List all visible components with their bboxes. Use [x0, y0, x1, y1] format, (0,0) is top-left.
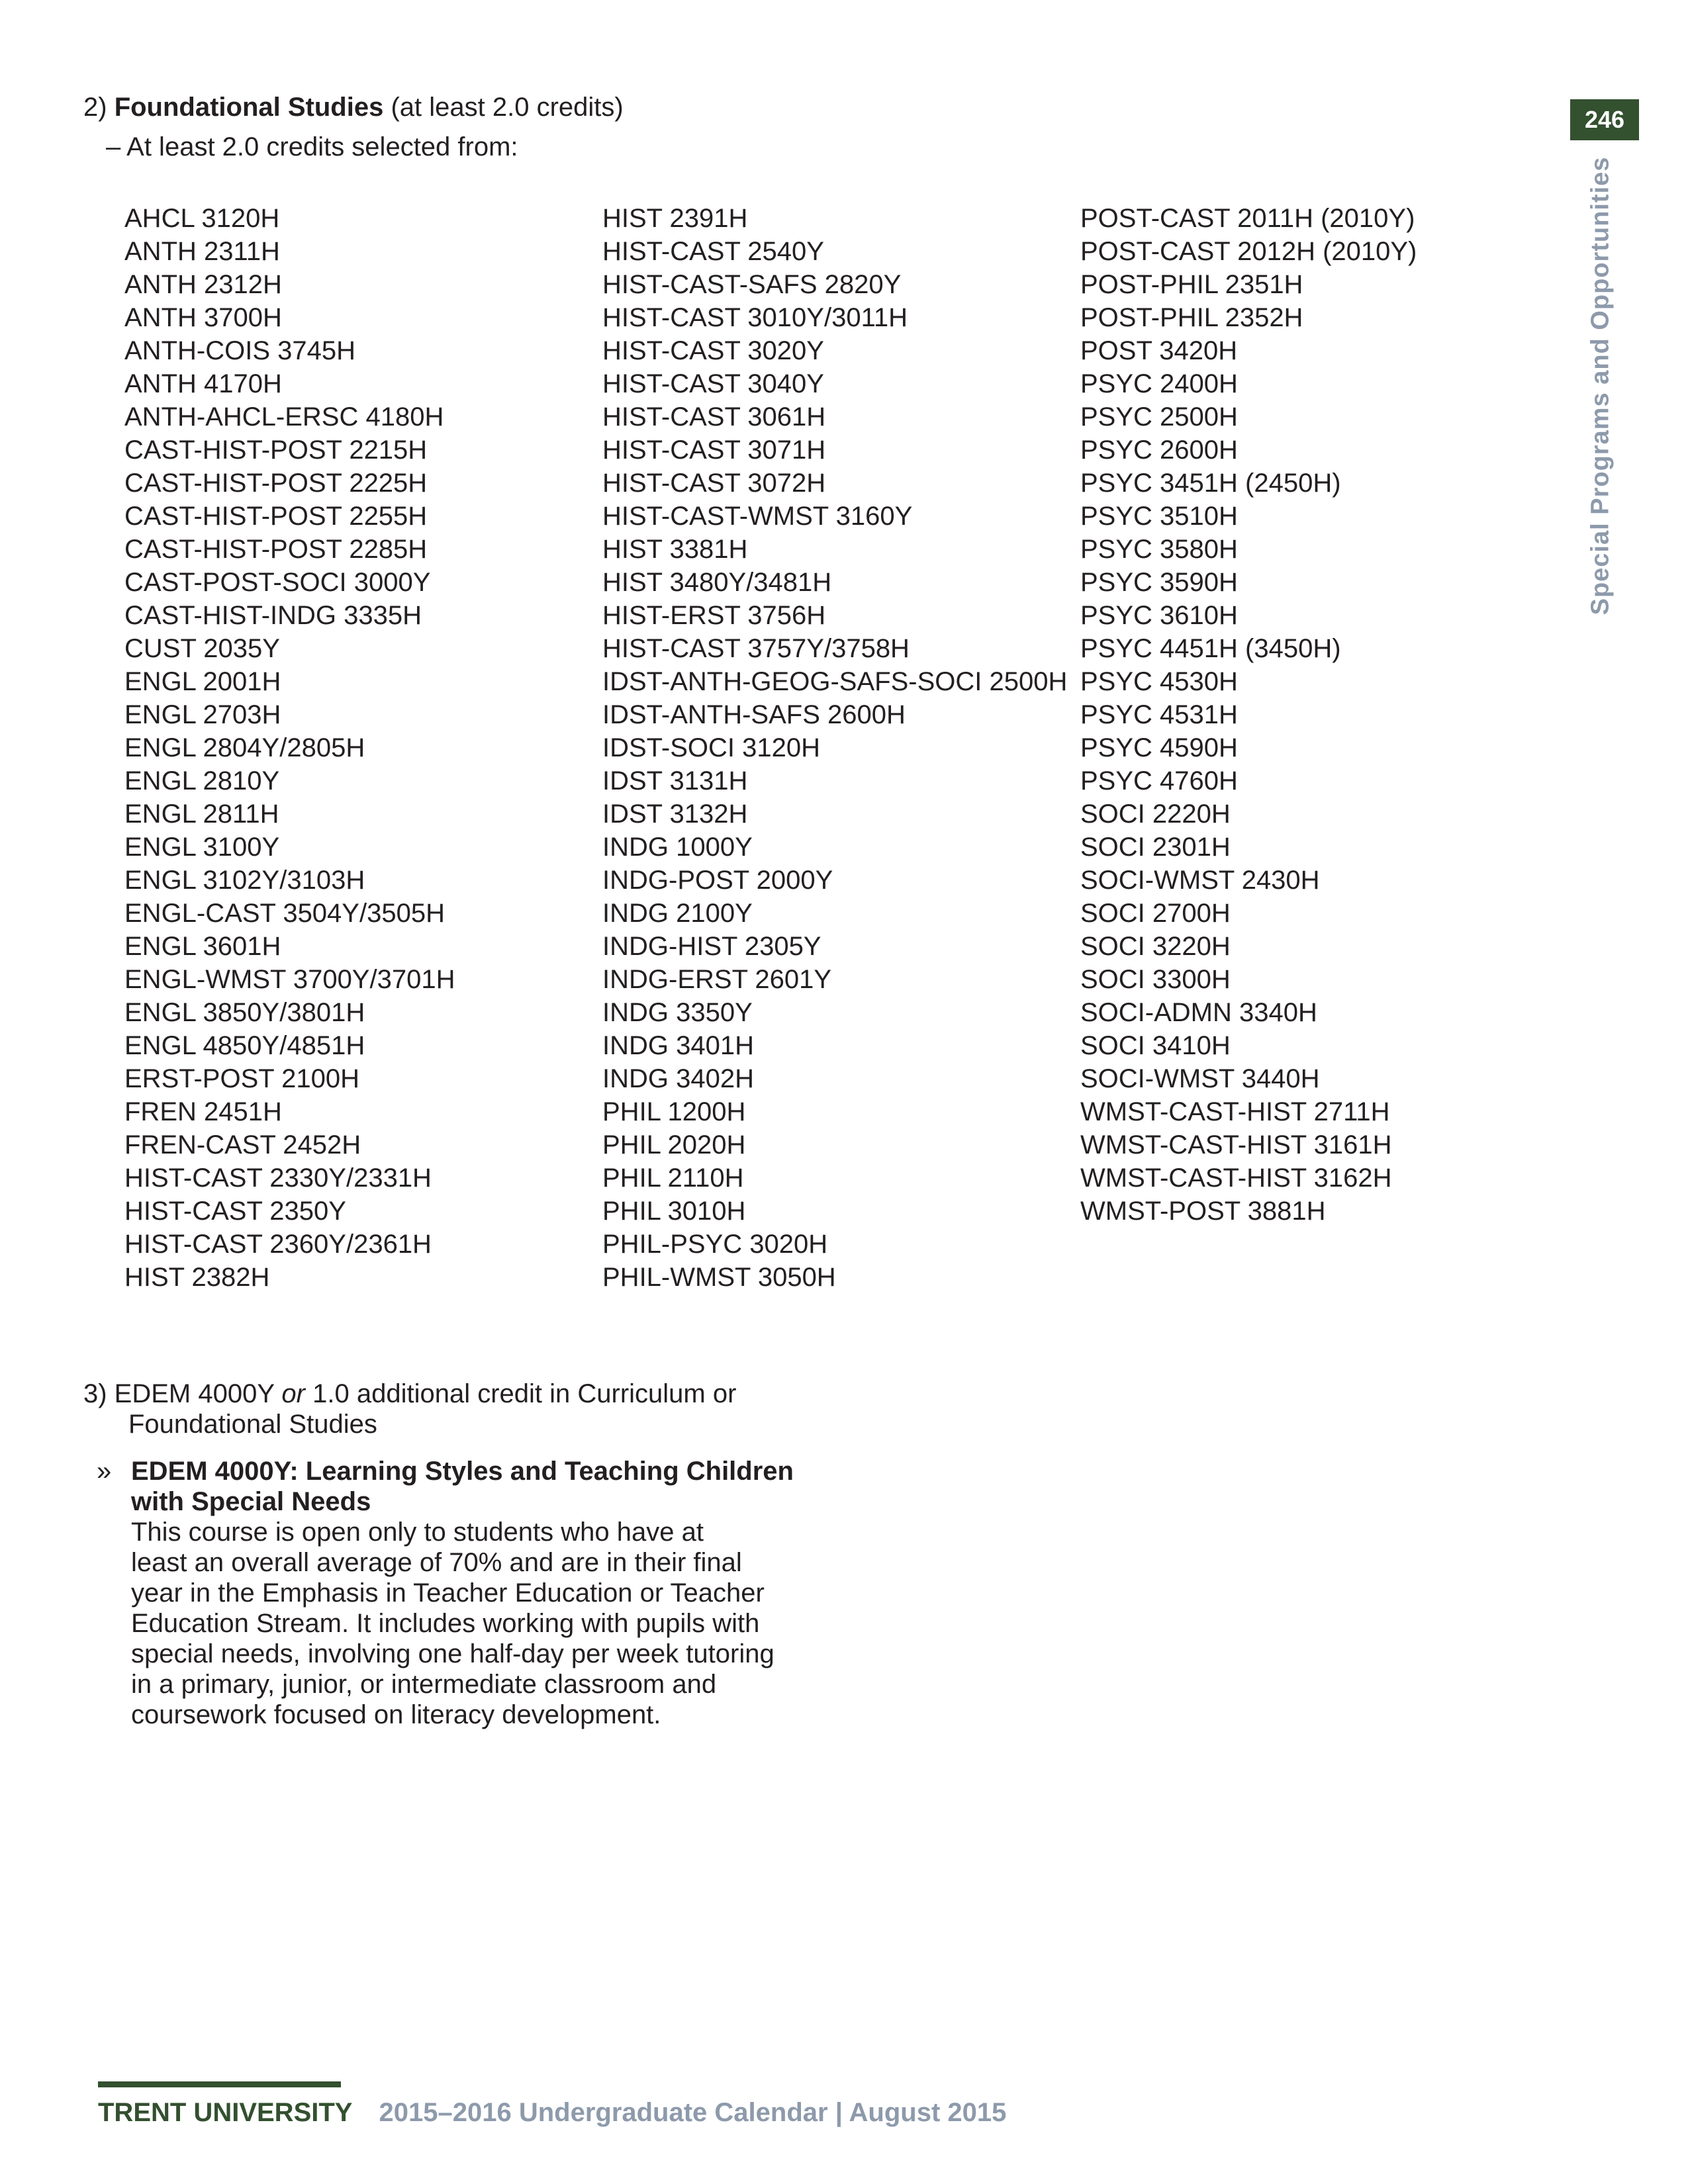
- course-code: PSYC 3590H: [1080, 568, 1238, 597]
- course-code: CAST-HIST-POST 2285H: [124, 535, 428, 564]
- course-code: SOCI 2700H: [1080, 899, 1231, 928]
- course-code: CAST-HIST-INDG 3335H: [124, 601, 422, 630]
- course-code: ANTH 2312H: [124, 270, 282, 299]
- section-note: (at least 2.0 credits): [383, 93, 624, 122]
- course-code: POST 3420H: [1080, 336, 1238, 365]
- course-code: HIST-CAST 2360Y/2361H: [124, 1230, 432, 1259]
- course-code: HIST-CAST 3040Y: [602, 369, 824, 398]
- course-code: HIST-CAST 3020Y: [602, 336, 824, 365]
- course-code: POST-PHIL 2352H: [1080, 303, 1303, 332]
- requirement-3: [83, 1379, 736, 1439]
- course-code: INDG 3350Y: [602, 998, 753, 1027]
- course-code: IDST-ANTH-GEOG-SAFS-SOCI 2500H: [602, 667, 1068, 696]
- course-code: POST-PHIL 2351H: [1080, 270, 1303, 299]
- course-code: PSYC 4760H: [1080, 766, 1238, 796]
- course-code: HIST-CAST 3757Y/3758H: [602, 634, 910, 663]
- course-list-column-3: [1080, 202, 1417, 1228]
- course-code: PSYC 3580H: [1080, 535, 1238, 564]
- course-code: SOCI 2220H: [1080, 799, 1231, 829]
- course-code: HIST-CAST 2330Y/2331H: [124, 1163, 432, 1193]
- footer-calendar: 2015–2016 Undergraduate Calendar | August 2015: [379, 2098, 1007, 2127]
- section-title: Foundational Studies: [114, 93, 384, 122]
- course-code: FREN 2451H: [124, 1097, 282, 1126]
- course-code: ENGL 2703H: [124, 700, 281, 729]
- course-code: WMST-CAST-HIST 3161H: [1080, 1130, 1392, 1160]
- course-code: PSYC 4590H: [1080, 733, 1238, 762]
- course-code: INDG-ERST 2601Y: [602, 965, 832, 994]
- requirement-3-rest: 1.0 additional credit in Curriculum or: [305, 1379, 737, 1408]
- course-code: HIST-CAST 2540Y: [602, 237, 824, 266]
- course-code: PSYC 3451H (2450H): [1080, 469, 1341, 498]
- course-code: ENGL 2804Y/2805H: [124, 733, 365, 762]
- course-code: POST-CAST 2012H (2010Y): [1080, 237, 1417, 266]
- description-line: This course is open only to students who have at: [131, 1518, 704, 1547]
- course-code: PHIL-WMST 3050H: [602, 1263, 836, 1292]
- footer: [98, 2098, 1006, 2128]
- course-code: CAST-HIST-POST 2255H: [124, 502, 428, 531]
- course-code: SOCI 3410H: [1080, 1031, 1231, 1060]
- course-code: SOCI 3300H: [1080, 965, 1231, 994]
- course-code: HIST-CAST 3072H: [602, 469, 826, 498]
- course-code: IDST-SOCI 3120H: [602, 733, 821, 762]
- course-description: [131, 1517, 825, 1730]
- course-code: HIST 2382H: [124, 1263, 270, 1292]
- course-code: HIST 3381H: [602, 535, 748, 564]
- course-code: ENGL 3850Y/3801H: [124, 998, 365, 1027]
- course-code: PHIL 1200H: [602, 1097, 746, 1126]
- course-code: HIST-ERST 3756H: [602, 601, 826, 630]
- course-code: HIST-CAST 3061H: [602, 402, 826, 432]
- course-code: WMST-CAST-HIST 3162H: [1080, 1163, 1392, 1193]
- section-number: 2): [83, 93, 115, 122]
- course-code: ANTH 3700H: [124, 303, 282, 332]
- course-code: HIST-CAST-WMST 3160Y: [602, 502, 913, 531]
- course-code: CAST-HIST-POST 2225H: [124, 469, 428, 498]
- course-code: FREN-CAST 2452H: [124, 1130, 361, 1160]
- course-code: ENGL 2811H: [124, 799, 279, 829]
- bullet-marker: »: [97, 1457, 112, 1486]
- course-code: PHIL-PSYC 3020H: [602, 1230, 828, 1259]
- course-code: SOCI-WMST 2430H: [1080, 866, 1320, 895]
- course-code: HIST-CAST 3071H: [602, 435, 826, 465]
- side-tab-label: Special Programs and Opportunities: [1586, 156, 1615, 615]
- course-code: PSYC 2600H: [1080, 435, 1238, 465]
- course-code: HIST 2391H: [602, 204, 748, 233]
- description-line: coursework focused on literacy development.: [131, 1700, 661, 1729]
- course-title-line-2: with Special Needs: [131, 1487, 371, 1516]
- course-code: PSYC 2400H: [1080, 369, 1238, 398]
- course-code: ENGL 3601H: [124, 932, 281, 961]
- description-line: special needs, involving one half-day per week tutoring: [131, 1639, 774, 1668]
- course-code: PSYC 3510H: [1080, 502, 1238, 531]
- course-code: SOCI 2301H: [1080, 833, 1231, 862]
- course-code: ENGL-CAST 3504Y/3505H: [124, 899, 445, 928]
- course-code: ANTH-COIS 3745H: [124, 336, 355, 365]
- course-code: PSYC 4530H: [1080, 667, 1238, 696]
- course-code: INDG 1000Y: [602, 833, 753, 862]
- section-subheading: – At least 2.0 credits selected from:: [106, 132, 518, 161]
- course-code: ANTH-AHCL-ERSC 4180H: [124, 402, 444, 432]
- course-title-line-1: EDEM 4000Y: Learning Styles and Teaching Children: [131, 1457, 794, 1486]
- requirement-3-prefix: 3) EDEM 4000Y: [83, 1379, 282, 1408]
- course-code: HIST-CAST 2350Y: [124, 1197, 346, 1226]
- course-code: ENGL 3102Y/3103H: [124, 866, 365, 895]
- course-code: POST-CAST 2011H (2010Y): [1080, 204, 1415, 233]
- course-code: PHIL 2110H: [602, 1163, 744, 1193]
- course-list-column-1: [124, 202, 455, 1294]
- course-code: IDST-ANTH-SAFS 2600H: [602, 700, 906, 729]
- course-code: CAST-POST-SOCI 3000Y: [124, 568, 431, 597]
- course-code: AHCL 3120H: [124, 204, 280, 233]
- course-code: HIST 3480Y/3481H: [602, 568, 832, 597]
- course-description-block: [97, 1456, 825, 1730]
- footer-rule: [98, 2081, 341, 2087]
- course-code: PHIL 3010H: [602, 1197, 746, 1226]
- course-code: ERST-POST 2100H: [124, 1064, 359, 1093]
- section-heading: [83, 93, 624, 122]
- course-code: PSYC 2500H: [1080, 402, 1238, 432]
- course-code: PSYC 4451H (3450H): [1080, 634, 1341, 663]
- course-code: ENGL 2810Y: [124, 766, 280, 796]
- course-code: CAST-HIST-POST 2215H: [124, 435, 428, 465]
- course-code: INDG-HIST 2305Y: [602, 932, 821, 961]
- course-code: IDST 3132H: [602, 799, 748, 829]
- course-code: INDG 3402H: [602, 1064, 754, 1093]
- course-code: INDG 2100Y: [602, 899, 753, 928]
- footer-org: TRENT UNIVERSITY: [98, 2098, 353, 2127]
- course-code: WMST-CAST-HIST 2711H: [1080, 1097, 1390, 1126]
- course-code: INDG 3401H: [602, 1031, 754, 1060]
- description-line: in a primary, junior, or intermediate classroom and: [131, 1670, 717, 1699]
- course-code: SOCI-ADMN 3340H: [1080, 998, 1317, 1027]
- course-code: CUST 2035Y: [124, 634, 280, 663]
- course-code: PSYC 3610H: [1080, 601, 1238, 630]
- course-code: HIST-CAST 3010Y/3011H: [602, 303, 908, 332]
- course-code: SOCI-WMST 3440H: [1080, 1064, 1320, 1093]
- course-code: SOCI 3220H: [1080, 932, 1231, 961]
- course-code: ENGL 2001H: [124, 667, 281, 696]
- description-line: least an overall average of 70% and are in their final: [131, 1548, 742, 1577]
- course-code: IDST 3131H: [602, 766, 748, 796]
- course-code: ANTH 2311H: [124, 237, 280, 266]
- requirement-3-line2: Foundational Studies: [128, 1410, 377, 1439]
- course-code: ENGL-WMST 3700Y/3701H: [124, 965, 455, 994]
- requirement-3-or: or: [281, 1379, 305, 1408]
- course-code: ENGL 3100Y: [124, 833, 280, 862]
- course-list-column-2: [602, 202, 1067, 1294]
- course-code: PHIL 2020H: [602, 1130, 746, 1160]
- description-line: Education Stream. It includes working with pupils with: [131, 1609, 760, 1638]
- course-code: ENGL 4850Y/4851H: [124, 1031, 365, 1060]
- description-line: year in the Emphasis in Teacher Education or Teacher: [131, 1578, 765, 1608]
- course-code: HIST-CAST-SAFS 2820Y: [602, 270, 902, 299]
- course-code: PSYC 4531H: [1080, 700, 1238, 729]
- course-code: ANTH 4170H: [124, 369, 282, 398]
- page-number: 246: [1570, 99, 1639, 140]
- course-code: INDG-POST 2000Y: [602, 866, 833, 895]
- course-code: WMST-POST 3881H: [1080, 1197, 1326, 1226]
